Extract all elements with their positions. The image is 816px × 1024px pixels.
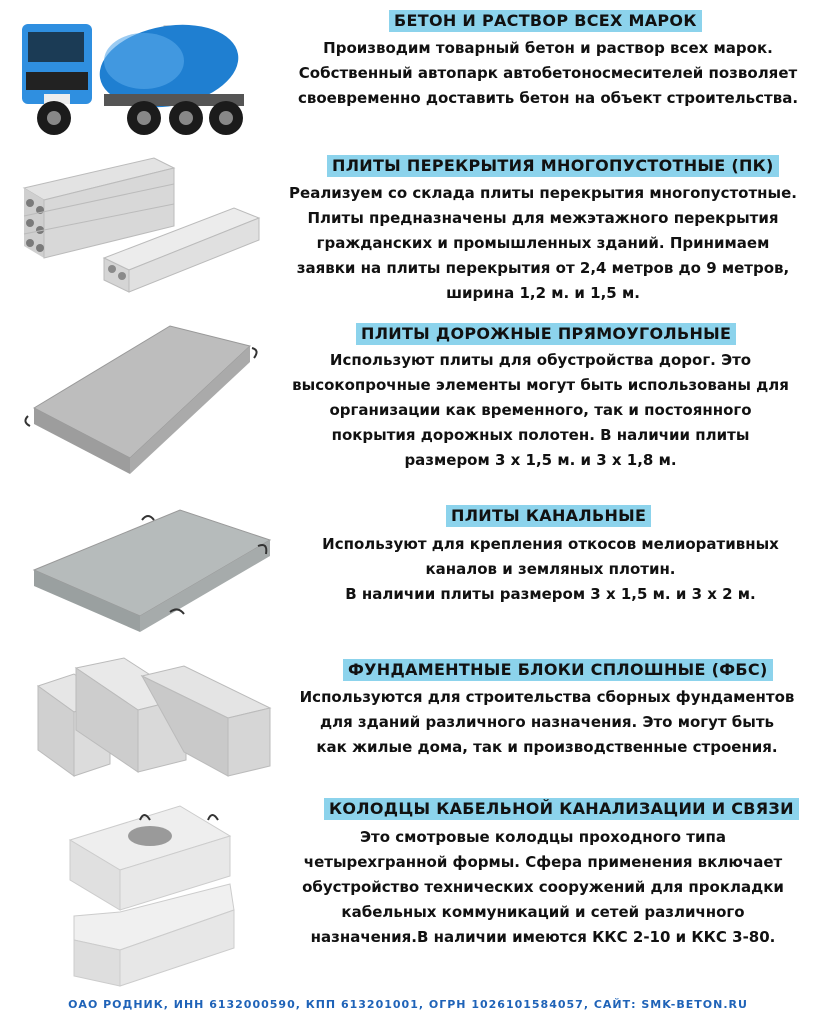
text-line: четырехгранной формы. Сфера применения включает xyxy=(303,853,783,871)
text-line: Плиты предназначены для межэтажного перекрытия xyxy=(307,209,779,227)
text-line: обустройство технических сооружений для прокладки xyxy=(302,878,784,896)
text-line: покрытия дорожных полотен. В наличии плиты xyxy=(331,426,750,444)
section-title-foundation-blocks: ФУНДАМЕНТНЫЕ БЛОКИ СПЛОШНЫЕ (ФБС) xyxy=(343,659,773,681)
section-text-road-slabs xyxy=(265,348,816,473)
text-line: размером 3 х 1,5 м. и 3 х 1,8 м. xyxy=(404,451,677,469)
text-line: гражданских и промышленных зданий. Принимаем xyxy=(316,234,770,252)
text-line: Используют плиты для обустройства дорог. Это xyxy=(329,351,752,369)
section-title-cable-wells: КОЛОДЦЫ КАБЕЛЬНОЙ КАНАЛИЗАЦИИ И СВЯЗИ xyxy=(324,798,799,820)
text-line: назначения.В наличии имеются ККС 2-10 и ККС 3-80. xyxy=(310,928,776,946)
text-line: высокопрочные элементы могут быть использованы для xyxy=(292,376,789,394)
section-text-hollow-core-slabs xyxy=(270,181,816,306)
text-line: заявки на плиты перекрытия от 2,4 метров до 9 метров, xyxy=(296,259,790,277)
foundation-blocks-image xyxy=(34,656,280,784)
section-title-hollow-core-slabs: ПЛИТЫ ПЕРЕКРЫТИЯ МНОГОПУСТОТНЫЕ (ПК) xyxy=(327,155,779,177)
text-line: Реализуем со склада плиты перекрытия многопустотные. xyxy=(289,184,797,202)
company-footer: ОАО РОДНИК, ИНН 6132000590, КПП 613201001, ОГРН 1026101584057, САЙТ: SMK-BETON.RU xyxy=(68,998,748,1011)
section-title-road-slabs: ПЛИТЫ ДОРОЖНЫЕ ПРЯМОУГОЛЬНЫЕ xyxy=(356,323,736,345)
section-text-foundation-blocks xyxy=(278,685,816,760)
text-line: Производим товарный бетон и раствор всех марок. xyxy=(323,39,773,57)
section-text-channel-slabs xyxy=(285,532,816,607)
text-line: Используют для крепления откосов мелиоративных xyxy=(322,535,779,553)
text-line: Используются для строительства сборных фундаментов xyxy=(299,688,795,706)
section-text-concrete xyxy=(280,36,816,111)
text-line: как жилые дома, так и производственные строения. xyxy=(316,738,778,756)
text-line: ширина 1,2 м. и 1,5 м. xyxy=(446,284,640,302)
section-text-cable-wells xyxy=(270,825,816,950)
text-line: для зданий различного назначения. Это могут быть xyxy=(319,713,775,731)
concrete-mixer-truck-image xyxy=(14,6,260,144)
text-line: каналов и земляных плотин. xyxy=(425,560,676,578)
road-slab-image xyxy=(20,318,260,478)
text-line: В наличии плиты размером 3 х 1,5 м. и 3 х 2 м. xyxy=(345,585,756,603)
text-line: кабельных коммуникаций и сетей различного xyxy=(341,903,745,921)
text-line: Собственный автопарк автобетоносмесителей позволяет xyxy=(298,64,798,82)
channel-slab-image xyxy=(20,500,280,650)
cable-wells-image xyxy=(60,800,250,990)
text-line: организации как временного, так и постоянного xyxy=(329,401,752,419)
section-title-channel-slabs: ПЛИТЫ КАНАЛЬНЫЕ xyxy=(446,505,651,527)
section-title-concrete: БЕТОН И РАСТВОР ВСЕХ МАРОК xyxy=(389,10,702,32)
text-line: своевременно доставить бетон на объект строительства. xyxy=(297,89,799,107)
hollow-core-slabs-image xyxy=(14,148,264,298)
text-line: Это смотровые колодцы проходного типа xyxy=(360,828,726,846)
